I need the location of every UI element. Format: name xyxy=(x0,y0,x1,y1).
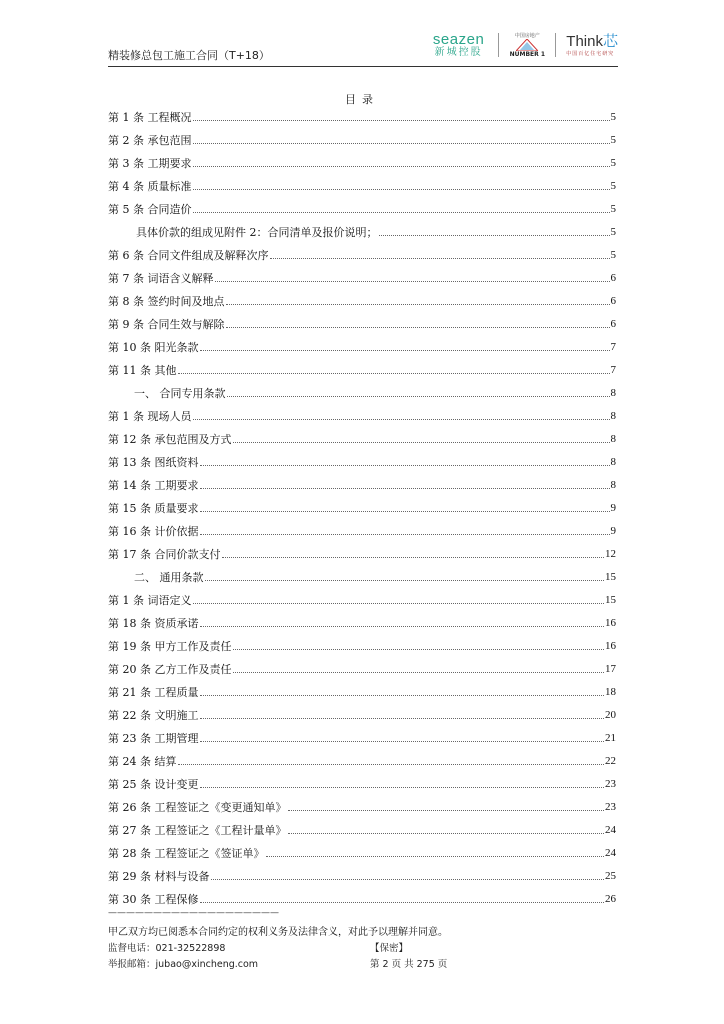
toc-dot-leader xyxy=(200,488,610,489)
toc-entry[interactable] xyxy=(108,266,616,289)
ranking-badge-icon xyxy=(516,39,538,51)
confidential-label: 【保密】 xyxy=(370,943,409,954)
toc-dot-leader xyxy=(200,465,610,466)
toc-dot-leader xyxy=(200,626,605,627)
toc-entry[interactable] xyxy=(108,312,616,335)
toc-entry[interactable] xyxy=(108,818,616,841)
footer-separator: ——————————————————— xyxy=(108,908,279,918)
toc-entry-label: 第 3 条 工期要求 xyxy=(108,156,192,170)
toc-dot-leader xyxy=(193,603,605,604)
toc-entry[interactable] xyxy=(108,542,616,565)
toc-entry-label: 第 11 条 其他 xyxy=(108,363,177,377)
logo-divider xyxy=(498,33,499,57)
toc-entry[interactable] xyxy=(108,473,616,496)
toc-entry-label: 第 15 条 质量要求 xyxy=(108,501,199,515)
toc-entry-page: 15 xyxy=(605,593,616,606)
toc-dot-leader xyxy=(178,764,605,765)
toc-entry[interactable] xyxy=(108,197,616,220)
toc-entry-page: 5 xyxy=(610,225,616,238)
toc-entry[interactable] xyxy=(108,151,616,174)
document-title: 精装修总包工施工合同（T+18） xyxy=(108,49,270,62)
toc-entry-label: 第 21 条 工程质量 xyxy=(108,685,199,699)
toc-entry-label: 第 25 条 设计变更 xyxy=(108,777,199,791)
toc-entry-label: 第 1 条 词语定义 xyxy=(108,593,192,607)
toc-entry[interactable] xyxy=(108,404,616,427)
toc-dot-leader xyxy=(193,120,610,121)
toc-entry[interactable] xyxy=(108,335,616,358)
toc-entry-label: 第 29 条 材料与设备 xyxy=(108,869,210,883)
toc-entry[interactable] xyxy=(108,611,616,634)
toc-entry-label: 第 22 条 文明施工 xyxy=(108,708,199,722)
page-header xyxy=(108,28,618,67)
think-logo-text xyxy=(566,34,618,50)
toc-dot-leader xyxy=(222,557,605,558)
toc-dot-leader xyxy=(215,281,610,282)
toc-dot-leader xyxy=(288,810,605,811)
toc-entry[interactable] xyxy=(108,243,616,266)
toc-entry-page: 5 xyxy=(610,179,616,192)
toc-entry-label: 第 28 条 工程签证之《签证单》 xyxy=(108,846,265,860)
think-logo-xin: 芯 xyxy=(602,32,618,50)
toc-entry[interactable] xyxy=(108,657,616,680)
toc-dot-leader xyxy=(233,649,605,650)
toc-entry-page: 16 xyxy=(605,616,616,629)
toc-entry-page: 23 xyxy=(605,800,616,813)
report-email: 举报邮箱：jubao@xincheng.com xyxy=(108,959,259,970)
toc-dot-leader xyxy=(205,580,605,581)
seazen-logo-text: seazen xyxy=(432,30,485,48)
toc-entry-page: 8 xyxy=(610,386,616,399)
toc-entry-label: 第 13 条 图纸资料 xyxy=(108,455,199,469)
toc-entry[interactable] xyxy=(108,427,616,450)
toc-dot-leader xyxy=(178,373,610,374)
toc-entry-page: 5 xyxy=(610,202,616,215)
page-number: 第 2 页 共 275 页 xyxy=(370,959,448,970)
toc-dot-leader xyxy=(200,718,605,719)
toc-entry-page: 8 xyxy=(610,455,616,468)
toc-entry-page: 5 xyxy=(610,248,616,261)
ranking-logo-top: 中国房地产 xyxy=(514,33,540,39)
toc-entry-page: 24 xyxy=(605,823,616,836)
toc-entry-page: 6 xyxy=(610,271,616,284)
toc-entry[interactable] xyxy=(108,726,616,749)
toc-title: 目录 xyxy=(345,93,379,106)
toc-entry-page: 24 xyxy=(605,846,616,859)
toc-entry-page: 5 xyxy=(610,133,616,146)
toc-entry-page: 12 xyxy=(605,547,616,560)
toc-dot-leader xyxy=(200,695,605,696)
toc-dot-leader xyxy=(193,143,610,144)
toc-entry-page: 25 xyxy=(605,869,616,882)
toc-entry[interactable] xyxy=(108,634,616,657)
toc-entry-page: 26 xyxy=(605,892,616,905)
toc-entry-page: 5 xyxy=(610,110,616,123)
toc-entry-page: 17 xyxy=(605,662,616,675)
toc-entry-label: 第 17 条 合同价款支付 xyxy=(108,547,221,561)
toc-entry-label: 二、 通用条款 xyxy=(134,570,204,584)
ranking-logo xyxy=(509,32,545,58)
header-logos xyxy=(433,28,618,62)
toc-entry[interactable] xyxy=(108,519,616,542)
toc-entry-label: 第 20 条 乙方工作及责任 xyxy=(108,662,232,676)
toc-dot-leader xyxy=(379,235,610,236)
toc-entry-label: 第 16 条 计价依据 xyxy=(108,524,199,538)
toc-entry-page: 18 xyxy=(605,685,616,698)
toc-entry-label: 第 4 条 质量标准 xyxy=(108,179,192,193)
toc-dot-leader xyxy=(233,442,610,443)
toc-entry[interactable] xyxy=(108,841,616,864)
toc-entry[interactable] xyxy=(108,588,616,611)
think-logo xyxy=(566,34,618,57)
toc-dot-leader xyxy=(226,304,610,305)
toc-entry-label: 第 7 条 词语含义解释 xyxy=(108,271,214,285)
toc-entry[interactable] xyxy=(108,220,616,243)
toc-entry-page: 8 xyxy=(610,432,616,445)
toc-entry-page: 9 xyxy=(610,501,616,514)
think-logo-en: Think xyxy=(566,32,603,50)
toc-entry-page: 9 xyxy=(610,524,616,537)
toc-dot-leader xyxy=(200,902,605,903)
toc-dot-leader xyxy=(200,741,605,742)
toc-entry-page: 7 xyxy=(610,340,616,353)
think-logo-cn: 中国百亿住宅研究 xyxy=(566,50,615,57)
toc-entry[interactable] xyxy=(108,174,616,197)
toc-entry-page: 15 xyxy=(605,570,616,583)
toc-entry[interactable] xyxy=(108,381,616,404)
toc-entry-page: 23 xyxy=(605,777,616,790)
toc-entry-label: 第 12 条 承包范围及方式 xyxy=(108,432,232,446)
toc-dot-leader xyxy=(270,258,610,259)
toc-entry[interactable] xyxy=(108,358,616,381)
toc-entry-label: 第 1 条 现场人员 xyxy=(108,409,192,423)
toc-dot-leader xyxy=(226,327,610,328)
toc-dot-leader xyxy=(288,833,605,834)
toc-dot-leader xyxy=(193,212,610,213)
toc-entry-page: 5 xyxy=(610,156,616,169)
toc-dot-leader xyxy=(200,534,610,535)
page-footer xyxy=(108,908,618,970)
toc-dot-leader xyxy=(193,166,610,167)
toc-entry-page: 20 xyxy=(605,708,616,721)
footer-row-2 xyxy=(108,956,618,970)
toc-entry-label: 第 9 条 合同生效与解除 xyxy=(108,317,225,331)
toc-entry-page: 16 xyxy=(605,639,616,652)
toc-dot-leader xyxy=(200,787,605,788)
seazen-logo xyxy=(433,32,484,59)
seazen-logo-cn: 新城控股 xyxy=(434,46,483,58)
toc-entry[interactable] xyxy=(108,864,616,887)
logo-divider-2 xyxy=(555,33,556,57)
footer-row-1 xyxy=(108,940,618,954)
toc-entry-label: 具体价款的组成见附件 2：合同清单及报价说明； xyxy=(136,225,378,239)
toc-entry-page: 8 xyxy=(610,409,616,422)
toc-entry-label: 第 14 条 工期要求 xyxy=(108,478,199,492)
toc-entry-label: 第 23 条 工期管理 xyxy=(108,731,199,745)
toc-entry-label: 第 10 条 阳光条款 xyxy=(108,340,199,354)
toc-entry[interactable] xyxy=(108,565,616,588)
toc-entry[interactable] xyxy=(108,289,616,312)
toc-dot-leader xyxy=(193,189,610,190)
toc-entry[interactable] xyxy=(108,680,616,703)
toc-entry-page: 6 xyxy=(610,294,616,307)
toc-dot-leader xyxy=(200,511,610,512)
toc-dot-leader xyxy=(233,672,605,673)
toc-dot-leader xyxy=(227,396,610,397)
toc-entry-label: 第 2 条 承包范围 xyxy=(108,133,192,147)
toc-entry[interactable] xyxy=(108,496,616,519)
toc-entry-label: 第 18 条 资质承诺 xyxy=(108,616,199,630)
toc-entry-label: 一、 合同专用条款 xyxy=(134,386,226,400)
toc-entry[interactable] xyxy=(108,887,616,910)
toc-entry-label: 第 27 条 工程签证之《工程计量单》 xyxy=(108,823,287,837)
toc-entry-page: 22 xyxy=(605,754,616,767)
toc-dot-leader xyxy=(200,350,610,351)
toc-entry[interactable] xyxy=(108,772,616,795)
toc-dot-leader xyxy=(211,879,605,880)
toc-entry-label: 第 30 条 工程保修 xyxy=(108,892,199,906)
toc-entry[interactable] xyxy=(108,105,616,128)
toc-dot-leader xyxy=(266,856,605,857)
toc-dot-leader xyxy=(193,419,610,420)
toc-entry-label: 第 26 条 工程签证之《变更通知单》 xyxy=(108,800,287,814)
toc-entry-label: 第 8 条 签约时间及地点 xyxy=(108,294,225,308)
ranking-logo-text: NUMBER 1 xyxy=(509,51,545,58)
toc-entry-label: 第 19 条 甲方工作及责任 xyxy=(108,639,232,653)
toc-entry[interactable] xyxy=(108,795,616,818)
toc-entry[interactable] xyxy=(108,749,616,772)
toc-entry-page: 7 xyxy=(610,363,616,376)
toc-entry-label: 第 1 条 工程概况 xyxy=(108,110,192,124)
supervision-phone: 监督电话：021-32522898 xyxy=(108,943,226,954)
toc-entry-label: 第 5 条 合同造价 xyxy=(108,202,192,216)
toc-entry-label: 第 24 条 结算 xyxy=(108,754,177,768)
toc-entry[interactable] xyxy=(108,703,616,726)
toc-entry-page: 8 xyxy=(610,478,616,491)
toc-entry-page: 6 xyxy=(610,317,616,330)
toc-entry[interactable] xyxy=(108,450,616,473)
toc-entry[interactable] xyxy=(108,128,616,151)
toc-entry-page: 21 xyxy=(605,731,616,744)
footer-note: 甲乙双方均已阅悉本合同约定的权利义务及法律含义，对此予以理解并同意。 xyxy=(108,927,448,938)
table-of-contents xyxy=(108,105,616,910)
toc-entry-label: 第 6 条 合同文件组成及解释次序 xyxy=(108,248,269,262)
